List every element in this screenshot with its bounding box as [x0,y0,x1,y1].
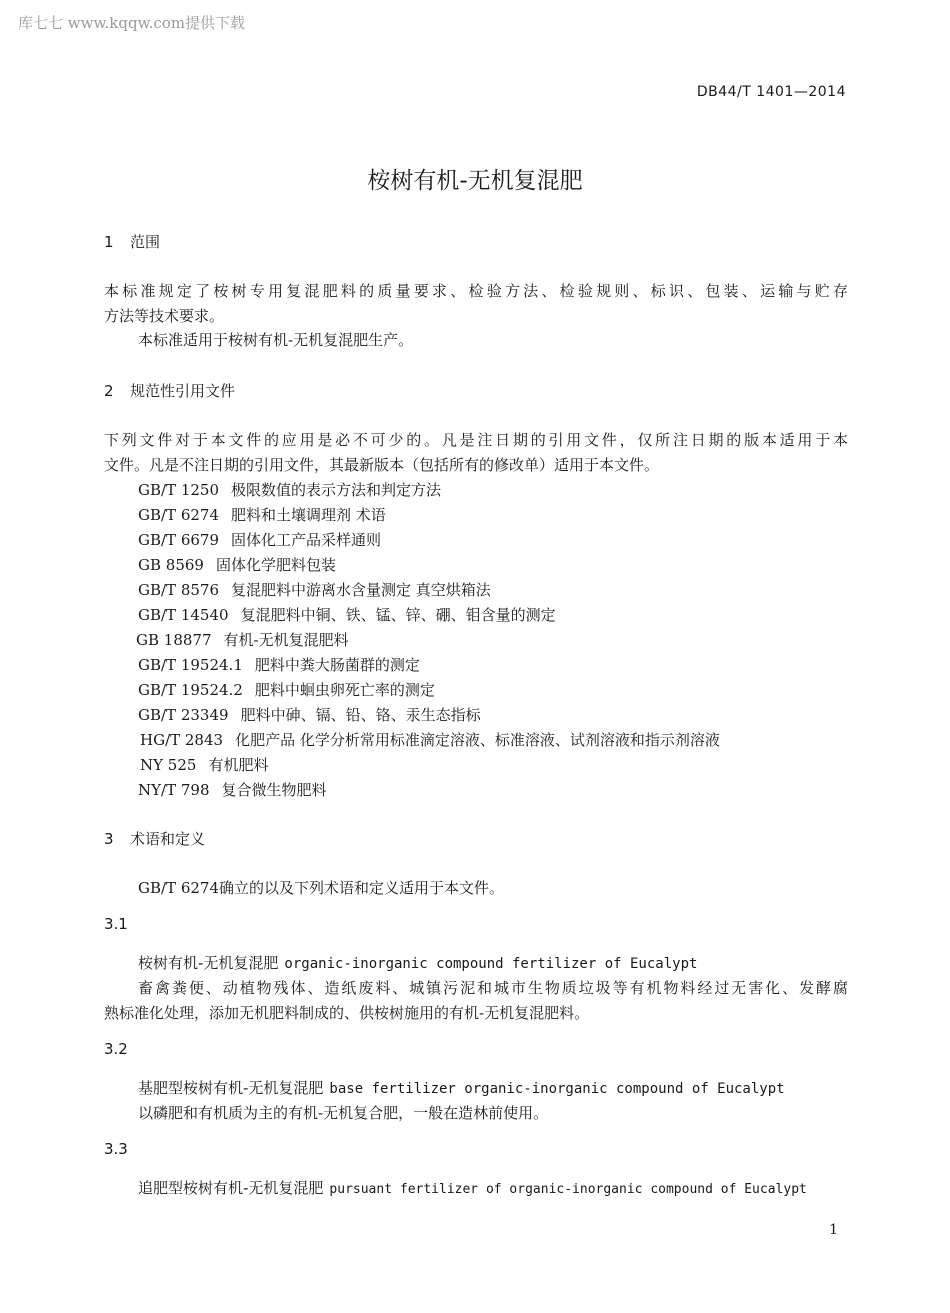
reference-title: 复混肥料中游离水含量测定 真空烘箱法 [231,581,491,599]
reference-item [138,654,420,675]
paragraph-line: 本标准适用于桉树有机-无机复混肥生产。 [138,331,414,349]
reference-item [138,579,491,600]
page-number: 1 [829,1222,838,1238]
reference-title: 复混肥料中铜、铁、锰、锌、硼、钼含量的测定 [240,606,556,624]
reference-title: 有机肥料 [208,756,269,774]
reference-title: 肥料中粪大肠菌群的测定 [254,656,420,674]
reference-item [140,754,268,775]
section-number: 3 [104,830,114,848]
term-3-1 [138,952,697,973]
section-title: 范围 [130,233,161,251]
reference-code: GB/T 23349 [138,706,229,724]
definition-line: 畜禽粪便、动植物残体、造纸废料、城镇污泥和城市生物质垃圾等有机物料经过无害化、发酵腐 [138,979,848,997]
reference-code: GB/T 6274 [138,506,220,524]
term-english: organic-inorganic compound fertilizer of Eucalypt [284,956,698,972]
reference-code: GB 18877 [136,631,212,649]
watermark: 库七七 www.kqqw.com提供下载 [18,14,246,32]
term-chinese: 基肥型桉树有机-无机复混肥 [138,1079,324,1097]
reference-item [138,704,481,725]
definition-line: 以磷肥和有机质为主的有机-无机复合肥，一般在造林前使用。 [138,1104,549,1122]
section-3-heading [104,828,205,849]
term-chinese: 桉树有机-无机复混肥 [138,954,279,972]
reference-code: HG/T 2843 [140,731,224,749]
reference-title: 肥料和土壤调理剂 术语 [231,506,386,524]
paragraph-line: 本标准规定了桉树专用复混肥料的质量要求、检验方法、检验规则、标识、包装、运输与贮存 [104,282,848,300]
reference-code: GB/T 19524.1 [138,656,243,674]
paragraph-line: 方法等技术要求。 [104,307,225,325]
term-3-3 [138,1177,807,1198]
paragraph-line: 下列文件对于本文件的应用是必不可少的。凡是注日期的引用文件，仅所注日期的版本适用于本 [104,431,848,449]
section-number: 2 [104,382,114,400]
term-number: 3.3 [104,1140,128,1158]
reference-title: 极限数值的表示方法和判定方法 [231,481,442,499]
reference-code: GB 8569 [138,556,204,574]
term-number: 3.1 [104,915,128,933]
reference-title: 固体化工产品采样通则 [231,531,382,549]
reference-code: GB/T 6679 [138,531,220,549]
definition-line: 熟标准化处理，添加无机肥料制成的、供桉树施用的有机-无机复混肥料。 [104,1004,590,1022]
term-3-2 [138,1077,785,1098]
reference-title: 肥料中砷、镉、铅、铬、汞生态指标 [240,706,481,724]
reference-item [138,679,435,700]
document-number: DB44/T 1401—2014 [696,84,846,100]
section-1-heading [104,231,160,252]
reference-code: NY 525 [140,756,197,774]
section-number: 1 [104,233,114,251]
reference-item [136,629,349,650]
paragraph-line: GB/T 6274确立的以及下列术语和定义适用于本文件。 [138,879,505,897]
term-english: pursuant fertilizer of organic-inorganic compound of Eucalypt [329,1182,807,1197]
reference-code: GB/T 8576 [138,581,220,599]
reference-item [138,554,336,575]
section-2-heading [104,380,235,401]
reference-title: 固体化学肥料包装 [215,556,336,574]
reference-item [140,729,720,750]
reference-code: GB/T 14540 [138,606,229,624]
reference-code: NY/T 798 [138,781,210,799]
reference-item [138,529,381,550]
reference-code: GB/T 1250 [138,481,220,499]
section-title: 术语和定义 [130,830,206,848]
term-number: 3.2 [104,1040,128,1058]
page-title: 桉树有机-无机复混肥 [367,168,583,194]
reference-title: 复合微生物肥料 [221,781,327,799]
reference-item [138,479,441,500]
reference-title: 有机-无机复混肥料 [223,631,349,649]
reference-code: GB/T 19524.2 [138,681,243,699]
reference-item [138,604,556,625]
term-english: base fertilizer organic-inorganic compound of Eucalypt [329,1081,785,1097]
reference-title: 肥料中蛔虫卵死亡率的测定 [254,681,435,699]
reference-title: 化肥产品 化学分析常用标准滴定溶液、标准溶液、试剂溶液和指示剂溶液 [235,731,720,749]
paragraph-line: 文件。凡是不注日期的引用文件，其最新版本（包括所有的修改单）适用于本文件。 [104,456,660,474]
reference-item [138,779,327,800]
term-chinese: 追肥型桉树有机-无机复混肥 [138,1179,324,1197]
reference-item [138,504,386,525]
section-title: 规范性引用文件 [130,382,236,400]
